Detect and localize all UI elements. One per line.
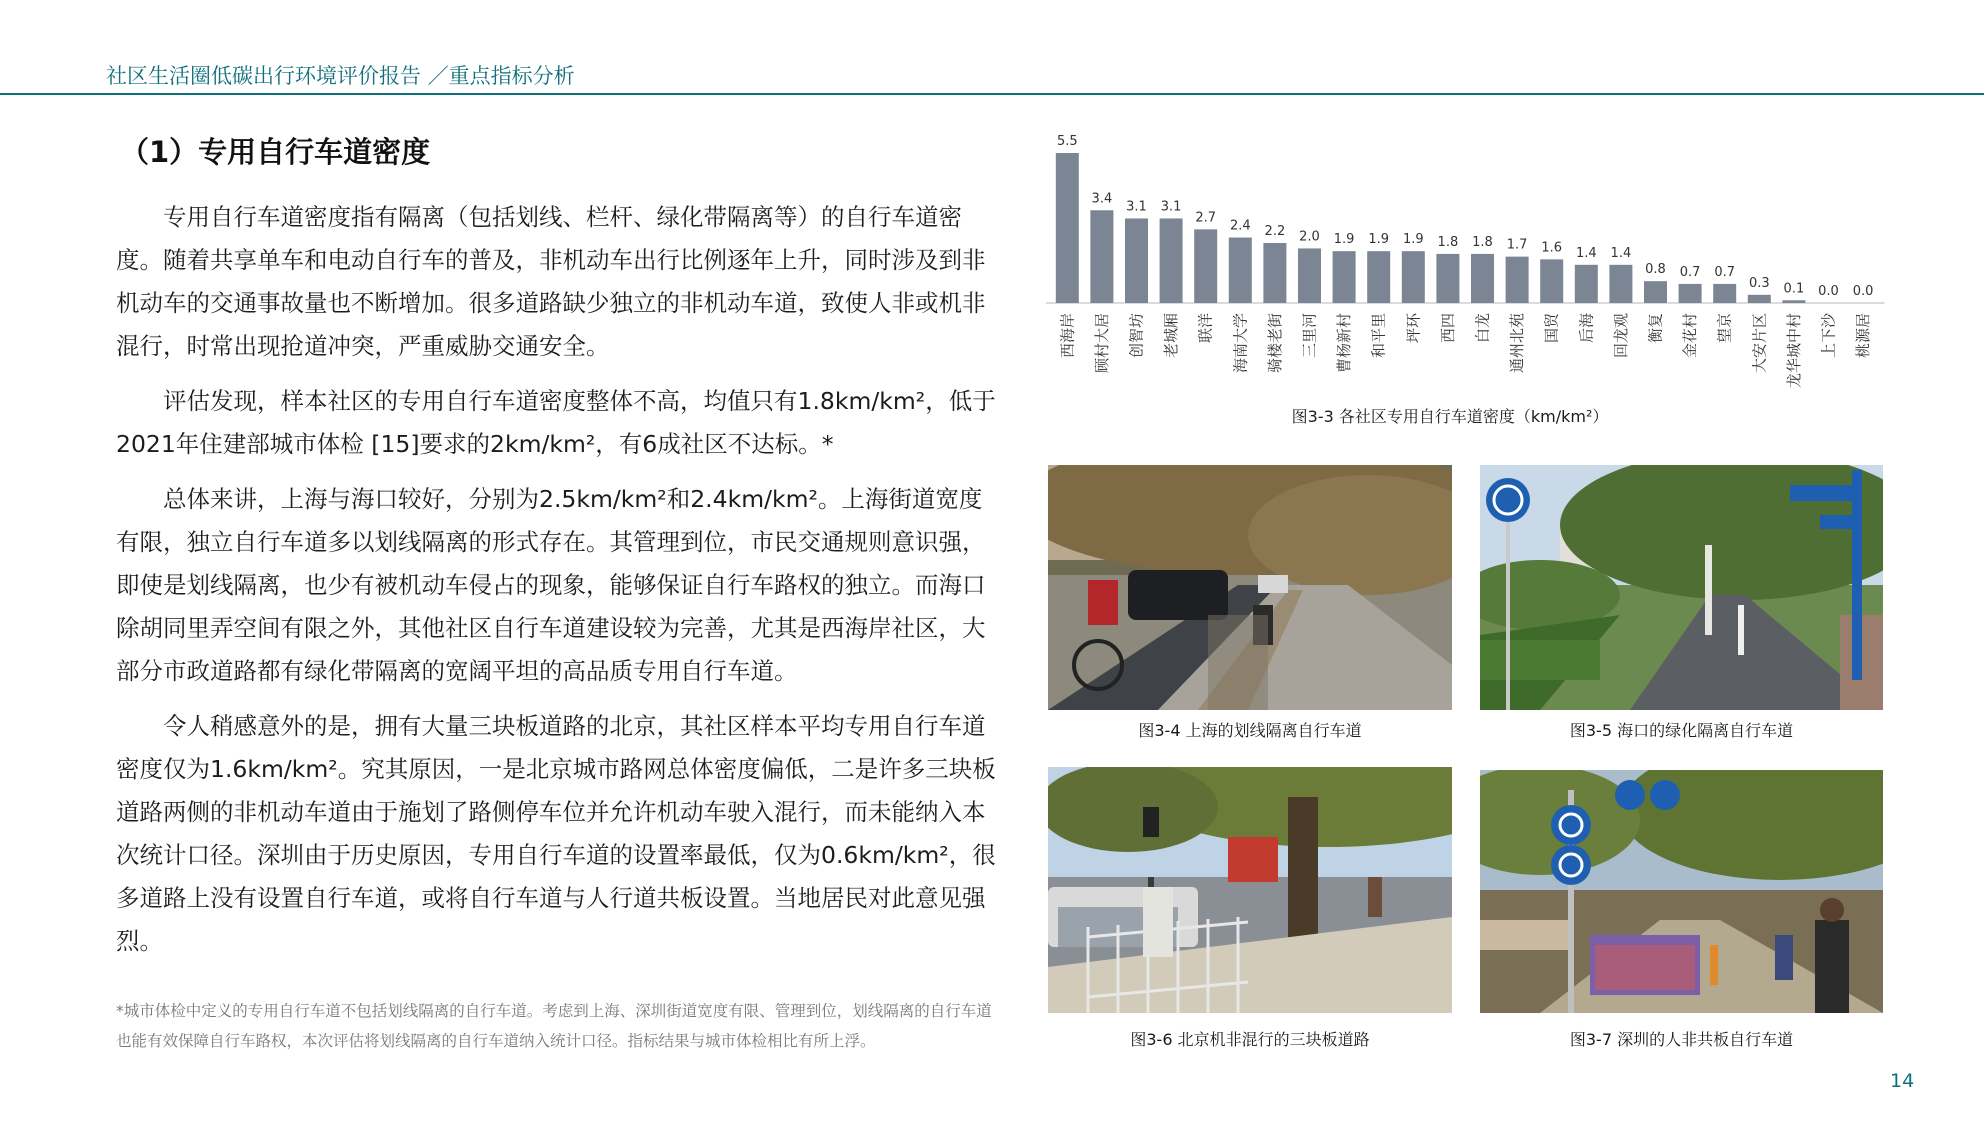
chart-bar — [1609, 265, 1632, 303]
paragraph-intro: 专用自行车道密度指有隔离（包括划线、栏杆、绿化带隔离等）的自行车道密度。随着共享单车和电动自行车的普及，非机动车出行比例逐年上升，同时涉及到非机动车的交通事故量也不断增加。很多道路缺少独立的非机动车道，致使人非或机非混行，时常出现抢道冲突，严重威胁交通安全。 — [116, 203, 986, 360]
bar-value-label: 3.1 — [1160, 199, 1182, 215]
chart-bar — [1125, 218, 1148, 303]
category-tick-label: 联洋 — [1196, 313, 1215, 344]
body-text — [116, 196, 996, 975]
category-tick-label: 上下沙 — [1819, 313, 1838, 359]
chart-bar — [1402, 251, 1425, 303]
chart-bar — [1367, 251, 1390, 303]
bar-value-label: 1.9 — [1402, 232, 1424, 248]
category-tick-label: 回龙观 — [1611, 313, 1630, 359]
bar-value-label: 2.2 — [1264, 224, 1286, 239]
bar-value-label: 1.4 — [1610, 245, 1632, 261]
category-tick-label: 大安片区 — [1750, 313, 1769, 374]
category-tick-label: 后海 — [1577, 313, 1596, 344]
chart-bar — [1229, 238, 1252, 303]
bar-value-label: 2.7 — [1195, 210, 1217, 226]
chart-bar — [1333, 251, 1356, 303]
category-tick-label: 坪环 — [1404, 313, 1423, 344]
category-tick-label: 三里河 — [1300, 313, 1319, 359]
category-tick-label: 金花村 — [1681, 313, 1700, 359]
category-tick-label: 创智坊 — [1127, 313, 1146, 359]
caption-fig34: 图3-4 上海的划线隔离自行车道 — [1138, 721, 1362, 740]
bar-value-label: 0.0 — [1852, 284, 1874, 299]
report-title: 社区生活圈低碳出行环境评价报告 ／重点指标分析 — [106, 64, 575, 88]
bar-value-label: 5.5 — [1056, 134, 1078, 149]
chart-bar — [1436, 254, 1459, 303]
bar-value-label: 0.1 — [1783, 281, 1805, 297]
chart-bar — [1679, 284, 1702, 303]
category-tick-label: 西四 — [1438, 313, 1457, 344]
chart-svg — [1040, 115, 1890, 435]
paragraph-shanghai-haikou: 总体来讲，上海与海口较好，分别为2.5km/km²和2.4km/km²。上海街道宽度有限，独立自行车道多以划线隔离的形式存在。其管理到位，市民交通规则意识强，即使是划线隔离，也少有被机动车侵占的现象，能够保证自行车路权的独立。而海口除胡同里弄空间有限之外，其他社区自行车道建设较为完善，尤其是西海岸社区，大部分市政道路都有绿化带隔离的宽阔平坦的高品质专用自行车道。 — [116, 485, 986, 685]
bar-value-label: 3.1 — [1126, 199, 1147, 215]
bar-value-label: 3.4 — [1091, 191, 1113, 207]
bar-value-label: 1.8 — [1437, 234, 1459, 250]
photo-shanghai-bike-lane — [1048, 465, 1452, 710]
category-tick-label: 老城厢 — [1162, 313, 1181, 359]
bar-value-label: 1.9 — [1368, 232, 1390, 248]
category-tick-label: 通州北苑 — [1508, 312, 1527, 374]
page-number: 14 — [1890, 1070, 1915, 1092]
category-tick-label: 桃源居 — [1854, 313, 1873, 359]
category-tick-label: 龙华城中村 — [1784, 313, 1803, 389]
chart-bar — [1540, 259, 1563, 303]
photo-beijing-mixed-road — [1048, 767, 1452, 1013]
bar-value-label: 1.9 — [1333, 232, 1355, 248]
caption-fig35: 图3-5 海口的绿化隔离自行车道 — [1569, 721, 1794, 740]
section-title: （1）专用自行车道密度 — [120, 135, 431, 169]
chart-bar — [1194, 229, 1217, 303]
bar-value-label: 0.8 — [1645, 262, 1666, 278]
chart-caption: 图3-3 各社区专用自行车道密度（km/km²） — [1291, 407, 1609, 426]
category-tick-label: 白龙 — [1473, 313, 1492, 344]
chart-bar — [1298, 248, 1321, 303]
chart-bar — [1782, 300, 1805, 303]
bar-value-label: 0.7 — [1714, 264, 1736, 280]
paragraph-findings: 评估发现，样本社区的专用自行车道密度整体不高，均值只有1.8km/km²，低于2021年住建部城市体检 [15]要求的2km/km²，有6成社区不达标。* — [116, 387, 996, 458]
header-divider — [0, 93, 1984, 95]
chart-bar — [1090, 210, 1113, 303]
chart-bar — [1263, 243, 1286, 303]
bike-lane-density-chart — [1040, 115, 1890, 435]
shenzhen-street-image — [1480, 770, 1883, 1013]
photo-haikou-bike-lane — [1480, 465, 1883, 710]
category-tick-label: 和平里 — [1369, 313, 1388, 359]
haikou-street-image — [1480, 465, 1883, 710]
category-tick-label: 骑楼老街 — [1265, 313, 1284, 374]
bar-value-label: 0.0 — [1818, 284, 1839, 299]
footnote: *城市体检中定义的专用自行车道不包括划线隔离的自行车道。考虑到上海、深圳街道宽度有限、管理到位，划线隔离的自行车道也能有效保障自行车路权，本次评估将划线隔离的自行车道纳入统计口径。指标结果与城市体检相比有所上浮。 — [116, 1002, 992, 1050]
chart-bar — [1056, 153, 1079, 303]
caption-fig36: 图3-6 北京机非混行的三块板道路 — [1130, 1030, 1370, 1049]
category-tick-label: 顾村大居 — [1092, 313, 1111, 374]
chart-bar — [1748, 295, 1771, 303]
category-tick-label: 衡复 — [1646, 313, 1665, 344]
category-tick-label: 西海岸 — [1058, 313, 1077, 359]
shanghai-street-image — [1048, 465, 1452, 710]
bar-value-label: 0.7 — [1679, 264, 1701, 280]
chart-bar — [1644, 281, 1667, 303]
bar-value-label: 0.3 — [1748, 275, 1770, 291]
bar-value-label: 2.4 — [1229, 218, 1251, 234]
beijing-street-image — [1048, 767, 1452, 1013]
category-tick-label: 国贸 — [1542, 313, 1561, 344]
chart-bar — [1471, 254, 1494, 303]
bar-value-label: 1.8 — [1472, 234, 1493, 250]
chart-bar — [1506, 257, 1529, 303]
chart-bar — [1160, 218, 1183, 303]
category-tick-label: 海南大学 — [1231, 313, 1250, 374]
bar-value-label: 1.6 — [1541, 240, 1563, 256]
paragraph-beijing-shenzhen: 令人稍感意外的是，拥有大量三块板道路的北京，其社区样本平均专用自行车道密度仅为1.6km/km²。究其原因，一是北京城市路网总体密度偏低，二是许多三块板道路两侧的非机动车道由于施划了路侧停车位并允许机动车驶入混行，而未能纳入本次统计口径。深圳由于历史原因，专用自行车道的设置率最低，仅为0.6km/km²，很多道路上没有设置自行车道，或将自行车道与人行道共板设置。当地居民对此意见强烈。 — [116, 712, 996, 955]
bar-value-label: 2.0 — [1299, 229, 1320, 245]
bar-value-label: 1.7 — [1506, 237, 1528, 253]
photo-shenzhen-shared-path — [1480, 770, 1883, 1013]
category-tick-label: 曹杨新村 — [1335, 313, 1354, 374]
chart-bar — [1713, 284, 1736, 303]
bar-value-label: 1.4 — [1575, 245, 1597, 261]
chart-bar — [1575, 265, 1598, 303]
page-header — [0, 0, 1984, 95]
category-tick-label: 望京 — [1715, 313, 1734, 344]
caption-fig37: 图3-7 深圳的人非共板自行车道 — [1569, 1030, 1794, 1049]
